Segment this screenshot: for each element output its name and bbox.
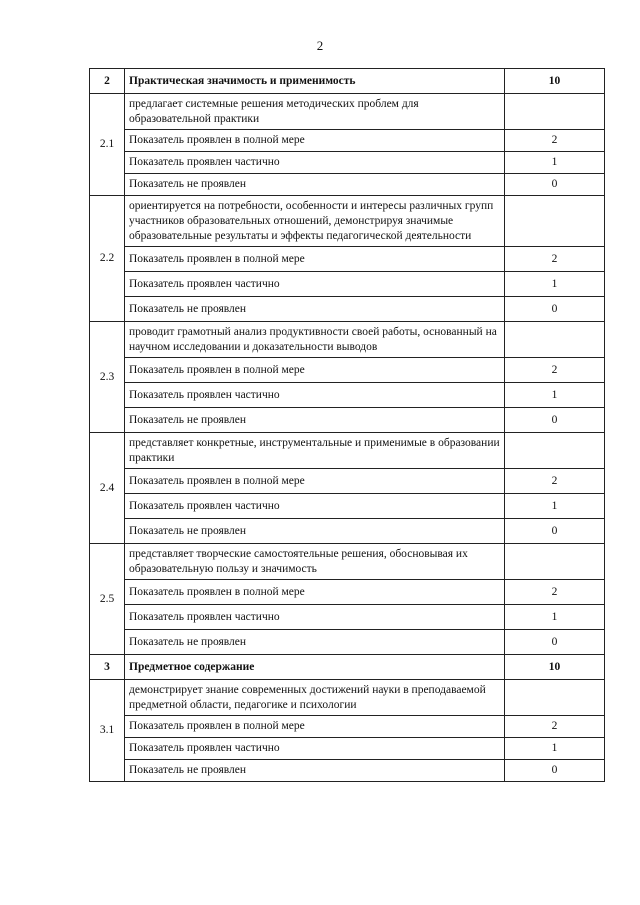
criterion-number: 2.1: [90, 94, 125, 196]
section-title: Предметное содержание: [125, 655, 505, 680]
criterion-score-empty: [505, 544, 605, 580]
indicator-score: 1: [505, 738, 605, 760]
indicator-label: Показатель проявлен частично: [125, 272, 505, 297]
indicator-label: Показатель не проявлен: [125, 408, 505, 433]
indicator-row: [90, 605, 605, 630]
indicator-score: 2: [505, 580, 605, 605]
indicator-label: Показатель проявлен в полной мере: [125, 130, 505, 152]
criterion-text: представляет конкретные, инструментальные и применимые в образовании практики: [125, 433, 505, 469]
indicator-score: 1: [505, 272, 605, 297]
indicator-score: 2: [505, 247, 605, 272]
indicator-label: Показатель проявлен частично: [125, 494, 505, 519]
section-number: 2: [90, 69, 125, 94]
criterion-score-empty: [505, 433, 605, 469]
indicator-label: Показатель проявлен частично: [125, 738, 505, 760]
indicator-label: Показатель проявлен в полной мере: [125, 247, 505, 272]
indicator-label: Показатель не проявлен: [125, 297, 505, 322]
criterion-text: проводит грамотный анализ продуктивности своей работы, основанный на научном исследовании и доказательности выводов: [125, 322, 505, 358]
indicator-label: Показатель проявлен в полной мере: [125, 580, 505, 605]
indicator-score: 2: [505, 358, 605, 383]
indicator-score: 1: [505, 152, 605, 174]
criterion-row: [90, 433, 605, 469]
indicator-label: Показатель проявлен частично: [125, 383, 505, 408]
indicator-score: 1: [505, 605, 605, 630]
indicator-row: [90, 738, 605, 760]
section-max-score: 10: [505, 69, 605, 94]
indicator-label: Показатель проявлен в полной мере: [125, 358, 505, 383]
indicator-row: [90, 358, 605, 383]
criterion-text: демонстрирует знание современных достижений науки в преподаваемой предметной области, педагогике и психологии: [125, 680, 505, 716]
criterion-number: 2.2: [90, 196, 125, 322]
criterion-row: [90, 196, 605, 247]
indicator-row: [90, 297, 605, 322]
indicator-score: 0: [505, 297, 605, 322]
indicator-label: Показатель не проявлен: [125, 174, 505, 196]
criterion-score-empty: [505, 680, 605, 716]
indicator-row: [90, 630, 605, 655]
indicator-row: [90, 383, 605, 408]
indicator-row: [90, 760, 605, 782]
indicator-score: 1: [505, 494, 605, 519]
indicator-score: 0: [505, 519, 605, 544]
section-row: [90, 69, 605, 94]
section-title: Практическая значимость и применимость: [125, 69, 505, 94]
indicator-row: [90, 152, 605, 174]
criterion-score-empty: [505, 94, 605, 130]
criterion-score-empty: [505, 322, 605, 358]
indicator-label: Показатель не проявлен: [125, 760, 505, 782]
indicator-score: 2: [505, 130, 605, 152]
indicator-row: [90, 272, 605, 297]
indicator-score: 2: [505, 716, 605, 738]
indicator-row: [90, 174, 605, 196]
criterion-row: [90, 94, 605, 130]
indicator-row: [90, 469, 605, 494]
criterion-number: 2.3: [90, 322, 125, 433]
section-max-score: 10: [505, 655, 605, 680]
criterion-score-empty: [505, 196, 605, 247]
indicator-score: 0: [505, 630, 605, 655]
indicator-row: [90, 716, 605, 738]
criterion-number: 3.1: [90, 680, 125, 782]
criteria-table: [89, 68, 605, 782]
criterion-text: ориентируется на потребности, особенности и интересы различных групп участников образовательных отношений, демонстрируя значимые образовательные результаты и эффекты педагогической деятельности: [125, 196, 505, 247]
criterion-row: [90, 544, 605, 580]
criterion-number: 2.4: [90, 433, 125, 544]
indicator-row: [90, 130, 605, 152]
criterion-text: представляет творческие самостоятельные решения, обосновывая их образовательную пользу и значимость: [125, 544, 505, 580]
indicator-score: 1: [505, 383, 605, 408]
indicator-label: Показатель не проявлен: [125, 630, 505, 655]
indicator-row: [90, 580, 605, 605]
indicator-row: [90, 408, 605, 433]
indicator-score: 0: [505, 174, 605, 196]
indicator-row: [90, 519, 605, 544]
indicator-score: 0: [505, 760, 605, 782]
indicator-label: Показатель проявлен в полной мере: [125, 469, 505, 494]
indicator-score: 2: [505, 469, 605, 494]
criterion-row: [90, 322, 605, 358]
section-row: [90, 655, 605, 680]
indicator-score: 0: [505, 408, 605, 433]
criterion-text: предлагает системные решения методических проблем для образовательной практики: [125, 94, 505, 130]
indicator-row: [90, 494, 605, 519]
indicator-label: Показатель проявлен в полной мере: [125, 716, 505, 738]
section-number: 3: [90, 655, 125, 680]
page-number: 2: [316, 38, 324, 53]
indicator-label: Показатель проявлен частично: [125, 152, 505, 174]
indicator-label: Показатель проявлен частично: [125, 605, 505, 630]
criterion-row: [90, 680, 605, 716]
indicator-row: [90, 247, 605, 272]
criterion-number: 2.5: [90, 544, 125, 655]
indicator-label: Показатель не проявлен: [125, 519, 505, 544]
